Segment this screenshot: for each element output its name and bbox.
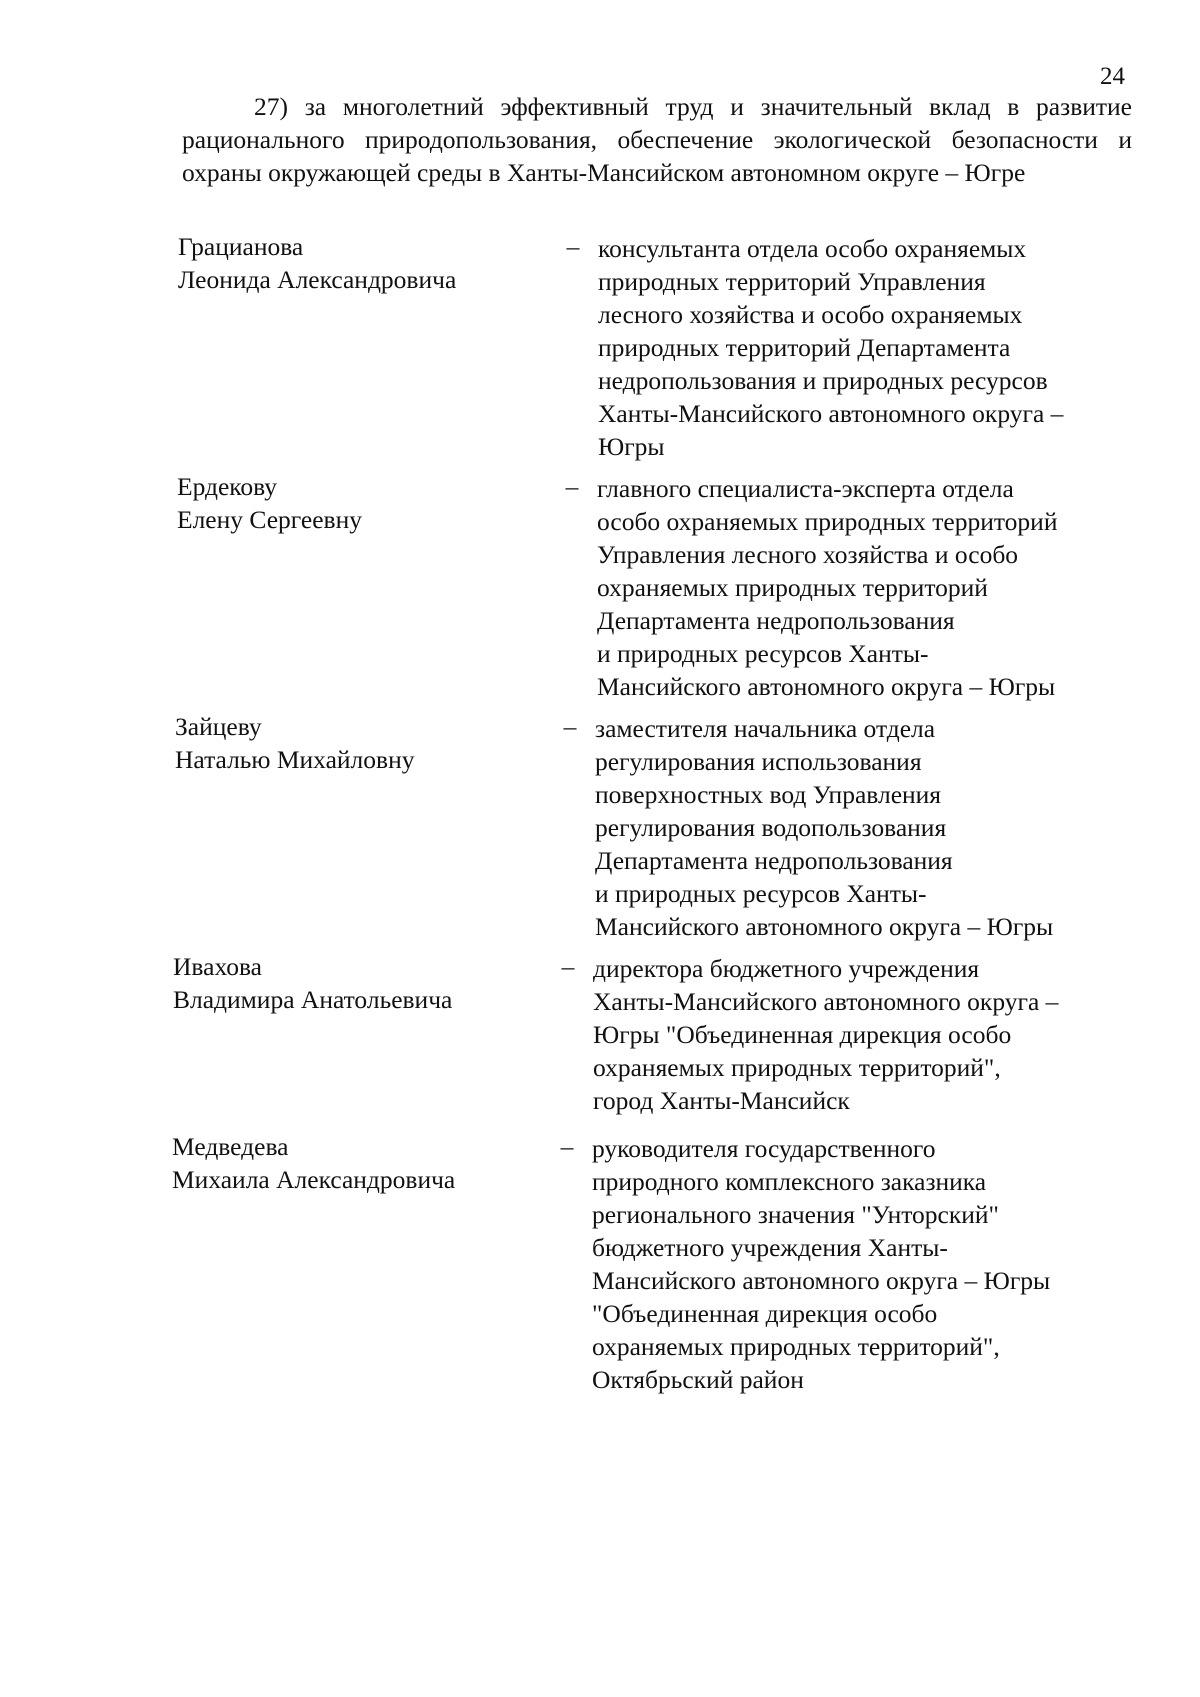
position-line: главного специалиста-эксперта отдела — [597, 474, 1014, 503]
person-surname: Зайцеву — [175, 712, 262, 741]
person-surname: Ивахова — [173, 952, 262, 981]
person-name — [177, 470, 557, 536]
position-line: "Объединенная дирекция особо — [592, 1299, 938, 1328]
person-name — [172, 1130, 552, 1196]
position-line: город Ханты-Мансийск — [593, 1086, 850, 1115]
position-line: природного комплексного заказника — [592, 1167, 987, 1196]
person-name — [175, 710, 555, 776]
person-surname: Ердекову — [177, 472, 278, 501]
person-position — [592, 1132, 1132, 1396]
person-name — [178, 230, 558, 296]
person-position — [597, 472, 1137, 703]
separator-dash: – — [563, 712, 577, 741]
position-line: Ханты-Мансийского автономного округа – — [593, 987, 1059, 1016]
position-line: и природных ресурсов Ханты- — [595, 879, 927, 908]
position-line: недропользования и природных ресурсов — [598, 366, 1048, 395]
separator-dash: – — [565, 472, 579, 501]
position-line: и природных ресурсов Ханты- — [597, 639, 929, 668]
position-line: охраняемых природных территорий — [597, 573, 988, 602]
separator-dash: – — [560, 1132, 574, 1161]
person-position — [598, 232, 1138, 463]
page-number: 24 — [1100, 63, 1125, 90]
separator-dash: – — [561, 952, 575, 981]
position-line: директора бюджетного учреждения — [593, 954, 980, 983]
person-given-names: Леонида Александровича — [178, 265, 457, 294]
separator-dash: – — [566, 232, 580, 261]
position-line: Департамента недропользования — [595, 846, 953, 875]
position-line: охраняемых природных территорий", — [592, 1332, 1000, 1361]
position-line: регулирования водопользования — [595, 813, 947, 842]
position-line: поверхностных вод Управления — [595, 780, 942, 809]
position-line: Мансийского автономного округа – Югры — [595, 912, 1054, 941]
person-given-names: Елену Сергеевну — [177, 505, 362, 534]
position-line: Департамента недропользования — [597, 606, 955, 635]
position-line: Мансийского автономного округа – Югры — [597, 672, 1056, 701]
award-clause: 27) за многолетний эффективный труд и значительный вклад в развитие рационального природопользования, обеспечение экологической безопасности и охраны окружающей среды в Ханты-Мансийском автономном округе – Югре — [182, 92, 1132, 187]
person-given-names: Наталью Михайловну — [175, 745, 415, 774]
position-line: руководителя государственного — [592, 1134, 936, 1163]
position-line: заместителя начальника отдела — [595, 714, 936, 743]
person-position — [595, 712, 1135, 943]
position-line: Югры "Объединенная дирекция особо — [593, 1020, 1012, 1049]
position-line: бюджетного учреждения Ханты- — [592, 1233, 948, 1262]
position-line: регионального значения "Унторский" — [592, 1200, 999, 1229]
person-given-names: Владимира Анатольевича — [173, 985, 453, 1014]
position-line: Управления лесного хозяйства и особо — [597, 540, 1019, 569]
position-line: консультанта отдела особо охраняемых — [598, 234, 1027, 263]
person-surname: Медведева — [172, 1132, 289, 1161]
position-line: Мансийского автономного округа – Югры — [592, 1266, 1051, 1295]
person-given-names: Михаила Александровича — [172, 1165, 456, 1194]
position-line: охраняемых природных территорий", — [593, 1053, 1001, 1082]
position-line: регулирования использования — [595, 747, 922, 776]
position-line: природных территорий Управления — [598, 267, 986, 296]
position-line: Ханты-Мансийского автономного округа – — [598, 399, 1064, 428]
position-line: природных территорий Департамента — [598, 333, 1011, 362]
person-name — [173, 950, 553, 1016]
position-line: лесного хозяйства и особо охраняемых — [598, 300, 1023, 329]
position-line: особо охраняемых природных территорий — [597, 507, 1058, 536]
person-position — [593, 952, 1133, 1117]
position-line: Югры — [598, 432, 665, 461]
person-surname: Грацианова — [178, 232, 304, 261]
position-line: Октябрьский район — [592, 1365, 804, 1394]
